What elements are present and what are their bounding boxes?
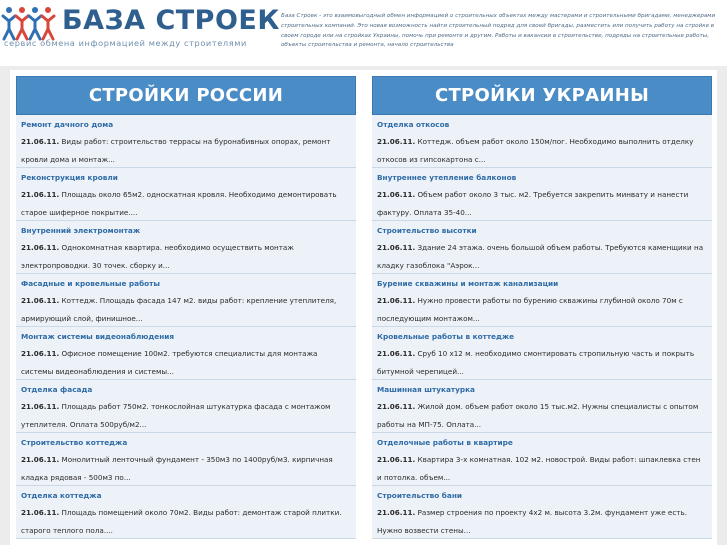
list-item bbox=[372, 221, 712, 274]
list-item bbox=[16, 380, 356, 433]
item-title-link[interactable]: Бурение скважины и монтаж канализации bbox=[377, 279, 559, 288]
item-description bbox=[377, 345, 706, 380]
item-text[interactable]: Квартира 3-х комнатная. 102 м2. новострой. Виды работ: шпаклевка стен и потолка. объем... bbox=[377, 455, 701, 482]
item-title-link[interactable]: Кровельные работы в коттедже bbox=[377, 332, 515, 341]
item-text[interactable]: Коттедж. Площадь фасада 147 м2. виды работ: крепление утеплителя, армирующий слой, финишное... bbox=[21, 296, 337, 323]
list-item bbox=[372, 486, 712, 539]
item-title-link[interactable]: Отделка коттеджа bbox=[21, 491, 102, 500]
item-description bbox=[21, 186, 350, 221]
list-item bbox=[16, 168, 356, 221]
item-date: 21.06.11. bbox=[21, 296, 60, 305]
item-title-link[interactable]: Монтаж системы видеонаблюдения bbox=[21, 332, 175, 341]
ukraine-heading[interactable]: СТРОЙКИ УКРАИНЫ bbox=[372, 76, 712, 115]
item-description bbox=[21, 239, 350, 274]
item-title-link[interactable]: Отделочные работы в квартире bbox=[377, 438, 513, 447]
russia-heading[interactable]: СТРОЙКИ РОССИИ bbox=[16, 76, 356, 115]
item-text[interactable]: Однокомнатная квартира. необходимо осуществить монтаж электропроводки. 30 точек. сборку и... bbox=[21, 243, 294, 270]
site-description: База Строек - это взаимовыгодный обмен информацией о строительных объектах между мастерами и строительными бригадами, менеджерами строительных компаний. Это новая возможность найти строительный подряд для своей бригады, разместить или получить работу на стройке в своем городе или на стройках Украины, помочь при ремонте и другим. Работы и вакансии в строительстве, подряды на строительные работы, объекты строительства и ремонта, начало строительства bbox=[281, 13, 716, 49]
item-text[interactable]: Монолитный ленточный фундамент - 350м3 по 1400руб/м3. кирпичная кладка рядовая - 500м3 по... bbox=[21, 455, 333, 482]
item-date: 21.06.11. bbox=[21, 402, 60, 411]
site-header bbox=[0, 0, 727, 66]
item-description bbox=[377, 292, 706, 327]
item-title-link[interactable]: Строительство высотки bbox=[377, 226, 477, 235]
list-item bbox=[16, 486, 356, 539]
item-title-link[interactable]: Отделка откосов bbox=[377, 120, 450, 129]
list-item bbox=[16, 115, 356, 168]
item-title-link[interactable]: Ремонт дачного дома bbox=[21, 120, 114, 129]
item-description bbox=[21, 504, 350, 539]
item-text[interactable]: Сруб 10 x12 м. необходимо смонтировать стропильную часть и покрыть битумной черепицей... bbox=[377, 349, 695, 376]
list-item bbox=[372, 168, 712, 221]
item-title-link[interactable]: Машинная штукатурка bbox=[377, 385, 475, 394]
list-item bbox=[372, 327, 712, 380]
item-date: 21.06.11. bbox=[377, 508, 416, 517]
item-date: 21.06.11. bbox=[377, 137, 416, 146]
item-text[interactable]: Жилой дом. объем работ около 15 тыс.м2. Нужны специалисты с опытом работы на МП-75. Оплата... bbox=[377, 402, 699, 429]
item-date: 21.06.11. bbox=[21, 508, 60, 517]
item-description bbox=[21, 292, 350, 327]
list-item bbox=[372, 274, 712, 327]
list-item bbox=[372, 433, 712, 486]
list-item bbox=[16, 221, 356, 274]
main-content bbox=[10, 70, 717, 545]
logo-people-icon[interactable] bbox=[2, 5, 60, 41]
item-date: 21.06.11. bbox=[21, 243, 60, 252]
site-logo-title[interactable]: БАЗА СТРОЕК bbox=[62, 5, 280, 36]
item-description bbox=[21, 398, 350, 433]
item-title-link[interactable]: Отделка фасада bbox=[21, 385, 93, 394]
item-text[interactable]: Коттедж. объем работ около 150м/пог. Необходимо выполнить отделку откосов из гипсокартона с... bbox=[377, 137, 694, 164]
list-item bbox=[16, 327, 356, 380]
item-text[interactable]: Офисное помещение 100м2. требуются специалисты для монтажа системы видеонаблюдения и системы... bbox=[21, 349, 318, 376]
item-text[interactable]: Виды работ: строительство террасы на буронабивных опорах, ремонт кровли дома и монтаж... bbox=[21, 137, 331, 164]
site-tagline: сервис обмена информацией между строителями bbox=[4, 38, 247, 48]
item-description bbox=[377, 398, 706, 433]
item-date: 21.06.11. bbox=[377, 243, 416, 252]
list-item bbox=[372, 115, 712, 168]
item-title-link[interactable]: Строительство коттеджа bbox=[21, 438, 128, 447]
item-title-link[interactable]: Внутренний электромонтаж bbox=[21, 226, 141, 235]
item-description bbox=[21, 451, 350, 486]
item-title-link[interactable]: Реконструкция кровли bbox=[21, 173, 118, 182]
item-date: 21.06.11. bbox=[21, 349, 60, 358]
list-item bbox=[16, 274, 356, 327]
item-text[interactable]: Размер строения по проекту 4x2 м. высота 3.2м. фундамент уже есть. Нужно возвести стены... bbox=[377, 508, 688, 535]
item-description bbox=[377, 451, 706, 486]
item-description bbox=[21, 133, 350, 168]
item-date: 21.06.11. bbox=[21, 190, 60, 199]
item-text[interactable]: Объем работ около 3 тыс. м2. Требуется закрепить минвату и нанести фактуру. Оплата 35-40... bbox=[377, 190, 689, 217]
list-item bbox=[372, 380, 712, 433]
item-text[interactable]: Площадь около 65м2. односкатная кровля. Необходимо демонтировать старое шиферное покрытие.... bbox=[21, 190, 337, 217]
item-date: 21.06.11. bbox=[377, 349, 416, 358]
item-text[interactable]: Площадь работ 750м2. тонкослойная штукатурка фасада с монтажом утеплителя. Оплата 500руб/м2... bbox=[21, 402, 331, 429]
russia-column bbox=[16, 76, 356, 539]
item-description bbox=[377, 504, 706, 539]
item-date: 21.06.11. bbox=[377, 402, 416, 411]
item-description bbox=[21, 345, 350, 380]
item-title-link[interactable]: Фасадные и кровельные работы bbox=[21, 279, 161, 288]
item-date: 21.06.11. bbox=[21, 455, 60, 464]
item-text[interactable]: Площадь помещений около 70м2. Виды работ: демонтаж старой плитки. старого теплого пола.... bbox=[21, 508, 342, 535]
item-date: 21.06.11. bbox=[21, 137, 60, 146]
item-date: 21.06.11. bbox=[377, 190, 416, 199]
item-text[interactable]: Здание 24 этажа. очень большой объем работы. Требуются каменщики на кладку газоблока "Аэрок... bbox=[377, 243, 704, 270]
item-description bbox=[377, 186, 706, 221]
ukraine-column bbox=[372, 76, 712, 539]
item-text[interactable]: Нужно провести работы по бурению скважины глубиной около 70м с последующим монтажом... bbox=[377, 296, 683, 323]
item-date: 21.06.11. bbox=[377, 455, 416, 464]
item-description bbox=[377, 133, 706, 168]
item-description bbox=[377, 239, 706, 274]
item-date: 21.06.11. bbox=[377, 296, 416, 305]
item-title-link[interactable]: Строительство бани bbox=[377, 491, 462, 500]
list-item bbox=[16, 433, 356, 486]
item-title-link[interactable]: Внутреннее утепление балконов bbox=[377, 173, 517, 182]
